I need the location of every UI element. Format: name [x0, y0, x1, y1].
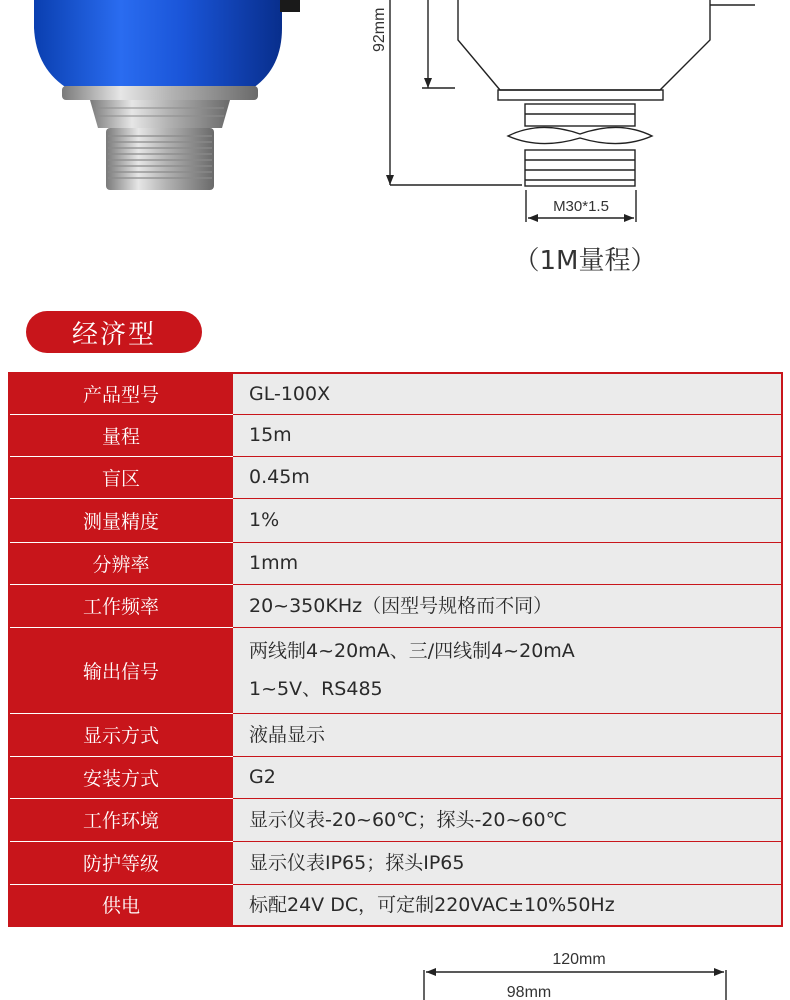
- spec-value-line: 20~350KHz（因型号规格而不同）: [249, 594, 553, 617]
- table-row: [9, 841, 782, 884]
- spec-value-line: 1~5V、RS485: [249, 678, 383, 700]
- spec-value-line: 显示仪表IP65；探头IP65: [249, 851, 465, 874]
- table-row: [9, 884, 782, 926]
- spec-label: 输出信号: [9, 627, 233, 713]
- spec-label: 安装方式: [9, 756, 233, 798]
- inner-width-label: 98mm: [506, 984, 552, 1000]
- outer-width-label: 120mm: [552, 951, 606, 968]
- spec-value: [233, 584, 783, 627]
- spec-label: 防护等级: [9, 841, 233, 884]
- spec-value-line: 液晶显示: [249, 723, 326, 746]
- spec-value-line: G2: [249, 766, 276, 788]
- dimension-drawing: [360, 0, 770, 230]
- spec-label: 分辨率: [9, 542, 233, 584]
- spec-value-line: 两线制4~20mA、三/四线制4~20mA: [249, 640, 575, 662]
- spec-label: 量程: [9, 414, 233, 456]
- spec-value: [233, 756, 783, 798]
- spec-value: [233, 414, 783, 456]
- table-row: [9, 713, 782, 756]
- spec-value-line: 标配24V DC，可定制220VAC±10%50Hz: [249, 893, 615, 916]
- spec-label: 盲区: [9, 456, 233, 498]
- table-row: [9, 498, 782, 542]
- table-row: [9, 584, 782, 627]
- spec-label: 工作环境: [9, 798, 233, 841]
- spec-value-line: 1%: [249, 509, 280, 531]
- spec-value: [233, 498, 783, 542]
- spec-value-line: 0.45m: [249, 466, 310, 488]
- table-row: [9, 456, 782, 498]
- spec-label: 工作频率: [9, 584, 233, 627]
- spec-value: [233, 627, 783, 713]
- product-photo: [0, 0, 300, 230]
- bottom-dimension-drawing: [400, 940, 760, 1000]
- spec-value-line: 1mm: [249, 552, 299, 574]
- spec-label: 产品型号: [9, 373, 233, 414]
- spec-table: [8, 372, 783, 927]
- drawing-caption: （1M量程）: [513, 246, 657, 276]
- table-row: [9, 627, 782, 713]
- spec-label: 显示方式: [9, 713, 233, 756]
- table-row: [9, 414, 782, 456]
- spec-value-line: GL-100X: [249, 382, 331, 405]
- spec-value-line: 显示仪表-20~60℃；探头-20~60℃: [249, 808, 567, 831]
- spec-label: 测量精度: [9, 498, 233, 542]
- table-row: [9, 542, 782, 584]
- spec-value: [233, 841, 783, 884]
- spec-value: [233, 884, 783, 926]
- thread-dimension-label: M30*1.5: [553, 198, 609, 215]
- table-row: [9, 798, 782, 841]
- height-dimension-label: 92mm: [371, 7, 388, 52]
- spec-value: [233, 798, 783, 841]
- table-row: [9, 373, 782, 414]
- spec-label: 供电: [9, 884, 233, 926]
- spec-value: [233, 373, 783, 414]
- spec-value: [233, 542, 783, 584]
- spec-value: [233, 713, 783, 756]
- spec-value-line: 15m: [249, 424, 292, 446]
- table-row: [9, 756, 782, 798]
- section-title-badge: 经济型: [26, 311, 202, 353]
- spec-value: [233, 456, 783, 498]
